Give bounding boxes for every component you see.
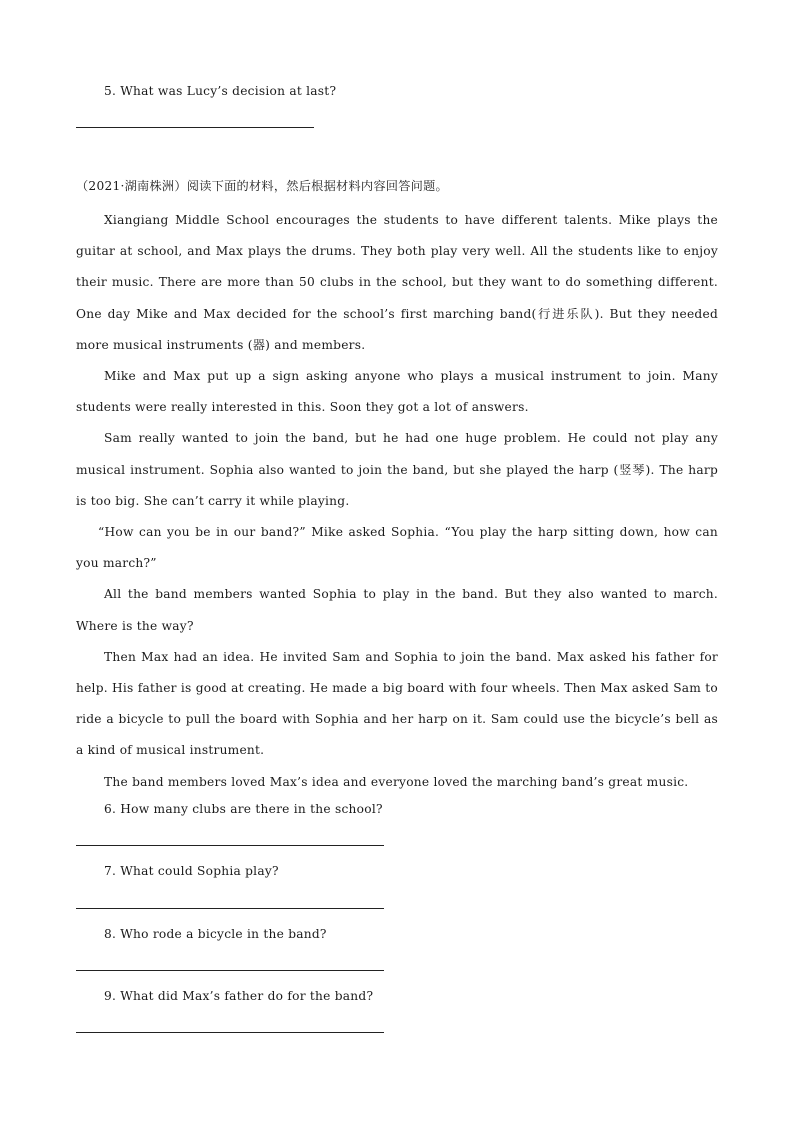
passage-paragraph: The band members loved Max’s idea and everyone loved the marching band’s great music. <box>104 774 689 789</box>
question-8: 8. Who rode a bicycle in the band? <box>104 927 327 941</box>
passage-paragraph: All the band members wanted Sophia to play in the band. But they also wanted to march. Where is the way? <box>76 587 718 633</box>
answer-line-8[interactable] <box>76 970 384 971</box>
question-9: 9. What did Max’s father do for the band? <box>104 989 374 1003</box>
question-6: 6. How many clubs are there in the school? <box>104 802 383 816</box>
passage-paragraph: Xiangiang Middle School encourages the students to have different talents. Mike plays the guitar at school, and Max plays the drums. They both play very well. All the students like to enjoy their music. There are more than 50 clubs in the school, but they want to do something different. One day Mike and Max decided for the school’s first marching band(行进乐队). But they needed more musical instruments (器) and members. <box>76 213 718 352</box>
answer-line-5[interactable] <box>76 127 314 128</box>
question-5: 5. What was Lucy’s decision at last? <box>104 84 337 98</box>
passage-paragraph: “How can you be in our band?” Mike asked Sophia. “You play the harp sitting down, how can you march?” <box>76 525 718 571</box>
passage-paragraph: Then Max had an idea. He invited Sam and Sophia to join the band. Max asked his father for help. His father is good at creating. He made a big board with four wheels. Then Max asked Sam to ride a bicycle to pull the board with Sophia and her harp on it. Sam could use the bicycle’s bell as a kind of musical instrument. <box>76 649 718 758</box>
source-instruction: （2021·湖南株洲）阅读下面的材料，然后根据材料内容回答问题。 <box>76 179 448 193</box>
answer-line-9[interactable] <box>76 1032 384 1033</box>
answer-line-7[interactable] <box>76 908 384 909</box>
reading-passage <box>76 205 718 798</box>
passage-paragraph: Sam really wanted to join the band, but he had one huge problem. He could not play any musical instrument. Sophia also wanted to join the band, but she played the harp (竖琴). The harp is too big. She can’t carry it while playing. <box>76 431 718 508</box>
answer-line-6[interactable] <box>76 845 384 846</box>
question-7: 7. What could Sophia play? <box>104 864 279 878</box>
passage-paragraph: Mike and Max put up a sign asking anyone who plays a musical instrument to join. Many students were really interested in this. Soon they got a lot of answers. <box>76 369 718 415</box>
